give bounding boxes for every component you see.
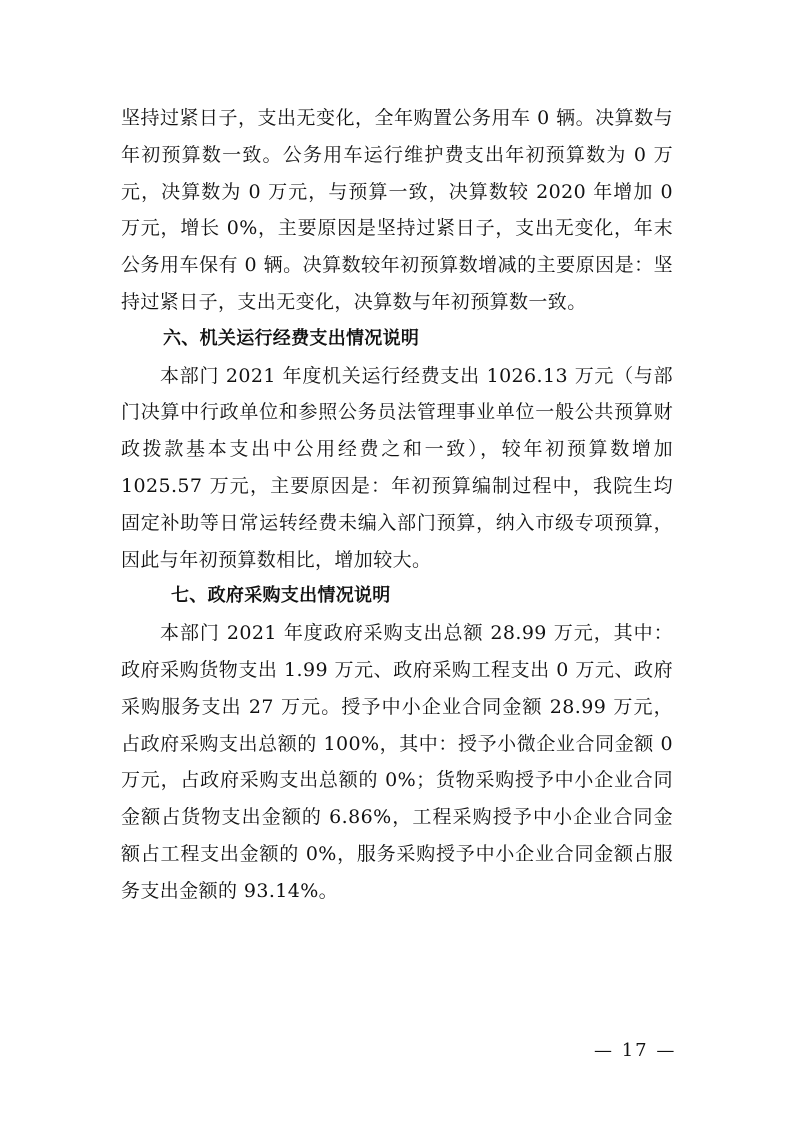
page-number: — 17 — bbox=[594, 1040, 677, 1061]
paragraph-operating-expenses: 本部门 2021 年度机关运行经费支出 1026.13 万元（与部门决算中行政单位和参照公务员法管理事业单位一般公共预算财政拨款基本支出中公用经费之和一致），较年初预算数增加 1025.57 万元，主要原因是：年初预算编制过程中，我院生均固定补助等日常运转经费未编入部门预算，纳入市级专项预算，因此与年初预算数相比，增加较大。 bbox=[121, 364, 673, 571]
paragraph-procurement: 本部门 2021 年度政府采购支出总额 28.99 万元，其中：政府采购货物支出 1.99 万元、政府采购工程支出 0 万元、政府采购服务支出 27 万元。授予中小企业合同金额 28.99 万元，占政府采购支出总额的 100%，其中：授予小微企业合同金额 0 万元，占政府采购支出总额的 0%；货物采购授予中小企业合同金额占货物支出金额的 6.86%，工程采购授予中小企业合同金额占工程支出金额的 0%，服务采购授予中小企业合同金额占服务支出金额的 93.14%。 bbox=[121, 622, 673, 902]
document-body bbox=[121, 100, 673, 910]
paragraph-vehicle-expenses: 坚持过紧日子，支出无变化，全年购置公务用车 0 辆。决算数与年初预算数一致。公务用车运行维护费支出年初预算数为 0 万元，决算数为 0 万元，与预算一致，决算数较 2020 年增加 0 万元，增长 0%，主要原因是坚持过紧日子，支出无变化，年末公务用车保有 0 辆。决算数较年初预算数增减的主要原因是：坚持过紧日子，支出无变化，决算数与年初预算数一致。 bbox=[121, 107, 673, 313]
section-heading-operating-expenses: 六、机关运行经费支出情况说明 bbox=[163, 327, 420, 349]
section-heading-procurement: 七、政府采购支出情况说明 bbox=[171, 585, 391, 607]
